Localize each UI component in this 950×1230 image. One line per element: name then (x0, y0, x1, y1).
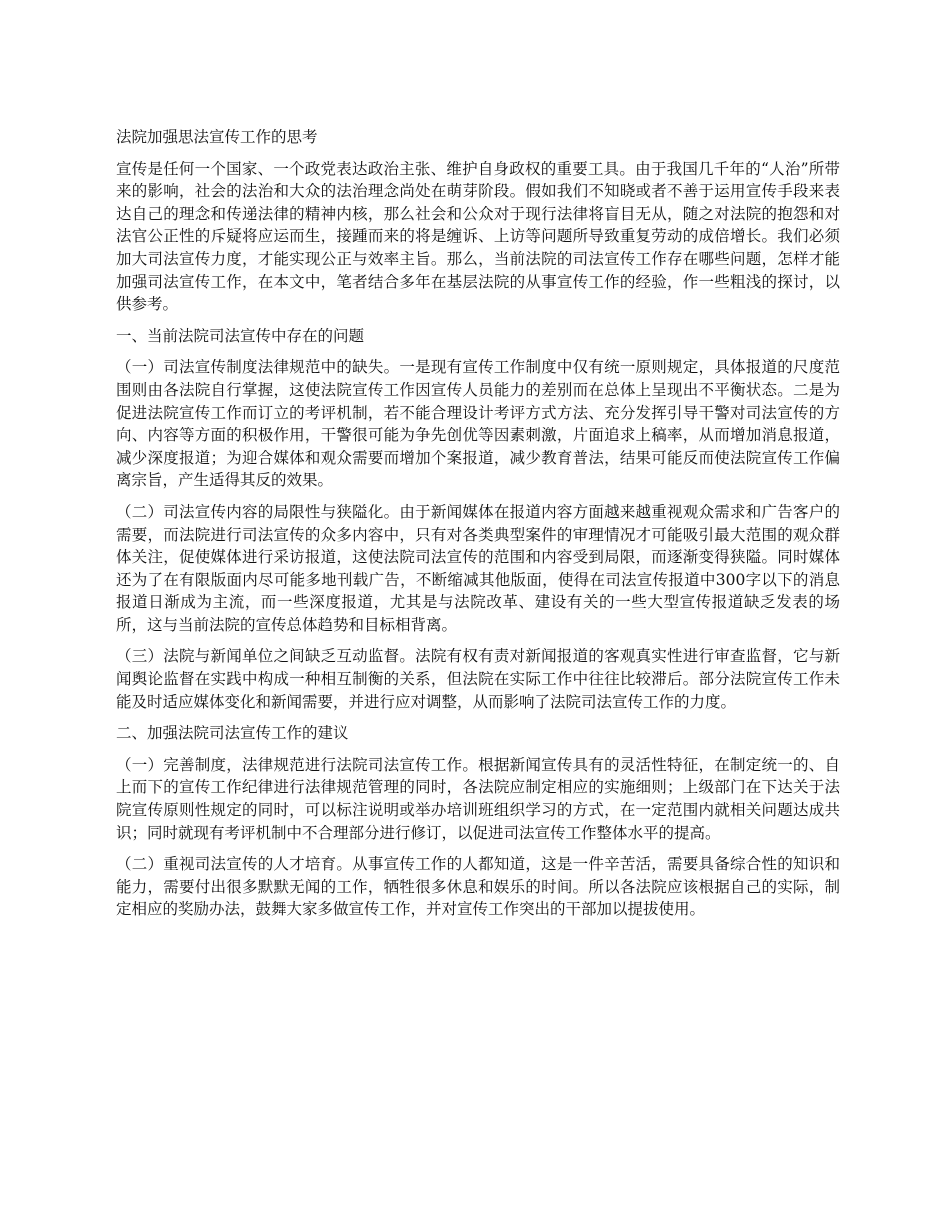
document-page (116, 126, 840, 930)
intro-paragraph: 宣传是任何一个国家、一个政党表达政治主张、维护自身政权的重要工具。由于我国几千年的“人治”所带来的影响，社会的法治和大众的法治理念尚处在萌芽阶段。假如我们不知晓或者不善于运用宣传手段来表达自己的理念和传递法律的精神内核，那么社会和公众对于现行法律将盲目无从，随之对法院的抱怨和对法官公正性的斥疑将应运而生，接踵而来的将是缠诉、上访等问题所导致重复劳动的成倍增长。我们必须加大司法宣传力度，才能实现公正与效率主旨。那么，当前法院的司法宣传工作存在哪些问题，怎样才能加强司法宣传工作，在本文中，笔者结合多年在基层法院的从事宣传工作的经验，作一些粗浅的探讨，以供参考。 (116, 159, 840, 314)
problem-paragraph-3: （三）法院与新闻单位之间缺乏互动监督。法院有权有责对新闻报道的客观真实性进行审查监督，它与新闻舆论监督在实践中构成一种相互制衡的关系，但法院在实际工作中往往比较滞后。部分法院宣传工作未能及时适应媒体变化和新闻需要，并进行应对调整，从而影响了法院司法宣传工作的力度。 (116, 647, 840, 711)
problem-paragraph-2: （二）司法宣传内容的局限性与狭隘化。由于新闻媒体在报道内容方面越来越重视观众需求和广告客户的需要，而法院进行司法宣传的众多内容中，只有对各类典型案件的审理情况才可能吸引最大范围的观众群体关注，促使媒体进行采访报道，这使法院司法宣传的范围和内容受到局限，而逐渐变得狭隘。同时媒体还为了在有限版面内尽可能多地刊载广告，不断缩减其他版面，使得在司法宣传报道中300字以下的消息报道日渐成为主流，而一些深度报道，尤其是与法院改革、建设有关的一些大型宣传报道缺乏发表的场所，这与当前法院的宣传总体趋势和目标相背离。 (116, 502, 840, 634)
suggestion-paragraph-1: （一）完善制度，法律规范进行法院司法宣传工作。根据新闻宣传具有的灵活性特征，在制定统一的、自上而下的宣传工作纪律进行法律规范管理的同时，各法院应制定相应的实施细则；上级部门在下达关于法院宣传原则性规定的同时，可以标注说明或举办培训班组织学习的方式，在一定范围内就相关问题达成共识；同时就现有考评机制中不合理部分进行修订，以促进司法宣传工作整体水平的提高。 (116, 755, 840, 842)
section-heading-problems: 一、当前法院司法宣传中存在的问题 (116, 326, 365, 345)
suggestion-paragraph-2: （二）重视司法宣传的人才培育。从事宣传工作的人都知道，这是一件辛苦活，需要具备综合性的知识和能力，需要付出很多默默无闻的工作，牺牲很多休息和娱乐的时间。所以各法院应该根据自己的实际，制定相应的奖励办法，鼓舞大家多做宣传工作，并对宣传工作突出的干部加以提拔使用。 (116, 855, 840, 919)
document-title: 法院加强思法宣传工作的思考 (116, 128, 318, 146)
section-heading-suggestions: 二、加强法院司法宣传工作的建议 (116, 724, 349, 743)
problem-paragraph-1: （一）司法宣传制度法律规范中的缺失。一是现有宣传工作制度中仅有统一原则规定，具体报道的尺度范围则由各法院自行掌握，这使法院宣传工作因宣传人员能力的差别而在总体上呈现出不平衡状态。二是为促进法院宣传工作而订立的考评机制，若不能合理设计考评方式方法、充分发挥引导干警对司法宣传的方向、内容等方面的积极作用，干警很可能为争先创优等因素刺激，片面追求上稿率，从而增加消息报道，减少深度报道；为迎合媒体和观众需要而增加个案报道，减少教育普法，结果可能反而使法院宣传工作偏离宗旨，产生适得其反的效果。 (116, 358, 840, 490)
